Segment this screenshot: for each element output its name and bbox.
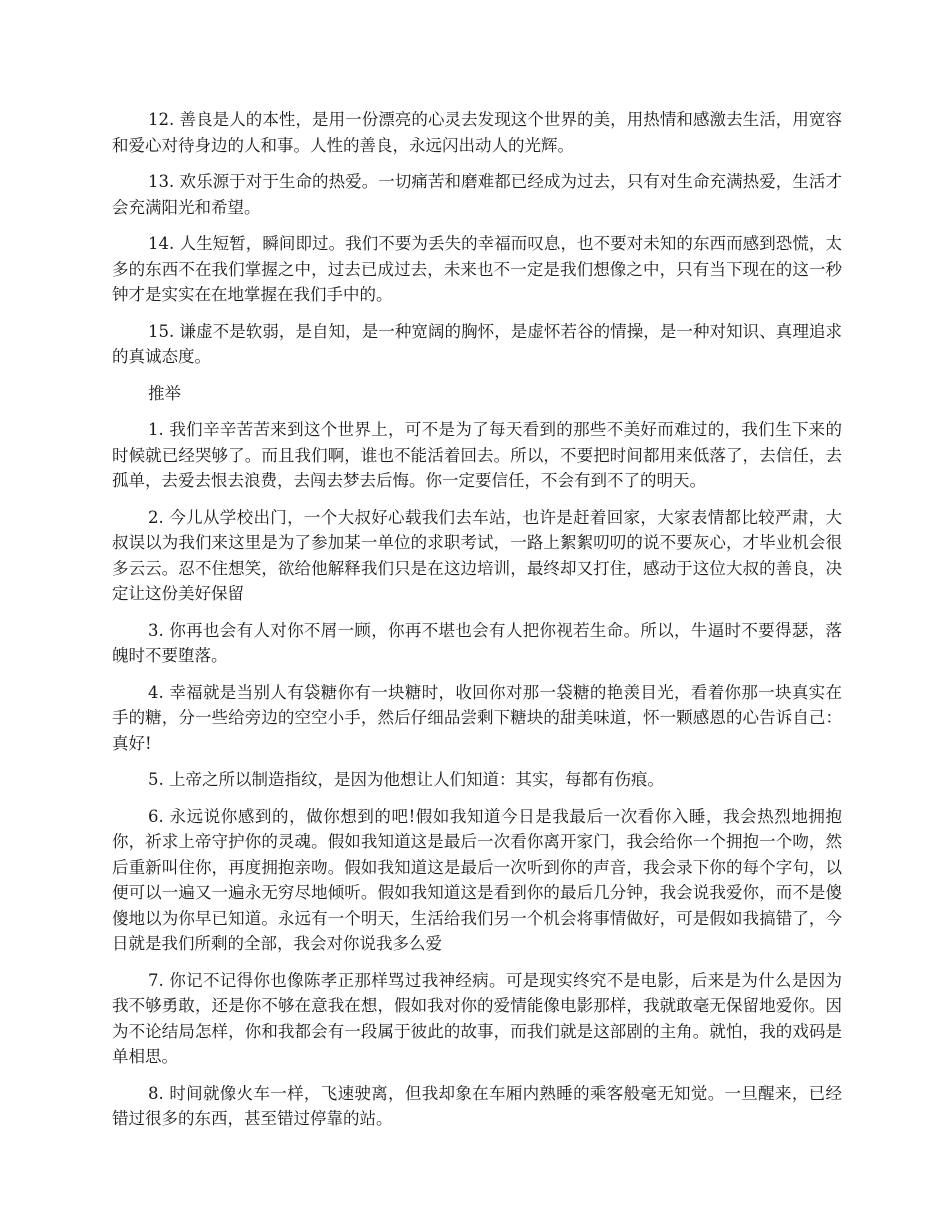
paragraph-15: 15. 谦虚不是软弱，是自知，是一种宽阔的胸怀，是虚怀若谷的情操，是一种对知识、真理追求的真诚态度。 [112, 321, 842, 366]
paragraph-14: 14. 人生短暂，瞬间即过。我们不要为丢失的幸福而叹息，也不要对未知的东西而感到恐慌，太多的东西不在我们掌握之中，过去已成过去，未来也不一定是我们想像之中，只有当下现在的这一秒钟才是实实在在地掌握在我们手中的。 [112, 234, 842, 304]
section-paragraph-2: 2. 今儿从学校出门，一个大叔好心载我们去车站，也许是赶着回家，大家表情都比较严肃，大叔误以为我们来这里是为了参加某一单位的求职考试，一路上絮絮叨叨的说不要灰心，才毕业机会很多云云。忍不住想笑，欲给他解释我们只是在这边培训，最终却又打住，感动于这位大叔的善良，决定让这份美好保留 [112, 507, 842, 603]
section-paragraph-1: 1. 我们辛辛苦苦来到这个世界上，可不是为了每天看到的那些不美好而难过的，我们生下来的时候就已经哭够了。而且我们啊，谁也不能活着回去。所以，不要把时间都用来低落了，去信任，去孤单，去爱去恨去浪费，去闯去梦去后悔。你一定要信任，不会有到不了的明天。 [112, 420, 842, 490]
paragraph-12: 12. 善良是人的本性，是用一份漂亮的心灵去发现这个世界的美，用热情和感激去生活，用宽容和爱心对待身边的人和事。人性的善良，永远闪出动人的光辉。 [112, 110, 842, 155]
section-paragraph-5: 5. 上帝之所以制造指纹，是因为他想让人们知道：其实，每都有伤痕。 [148, 770, 664, 789]
section-paragraph-6: 6. 永远说你感到的，做你想到的吧!假如我知道今日是我最后一次看你入睡，我会热烈地拥抱你，祈求上帝守护你的灵魂。假如我知道这是最后一次看你离开家门，我会给你一个拥抱一个吻，然后重新叫住你，再度拥抱亲吻。假如我知道这是最后一次听到你的声音，我会录下你的每个字句，以便可以一遍又一遍永无穷尽地倾听。假如我知道这是看到你的最后几分钟，我会说我爱你，而不是傻傻地以为你早已知道。永远有一个明天，生活给我们另一个机会将事情做好，可是假如我搞错了，今日就是我们所剩的全部，我会对你说我多么爱 [112, 806, 842, 953]
section-paragraph-8: 8. 时间就像火车一样，飞速驶离，但我却象在车厢内熟睡的乘客般毫无知觉。一旦醒来，已经错过很多的东西，甚至错过停靠的站。 [112, 1083, 842, 1128]
paragraph-13: 13. 欢乐源于对于生命的热爱。一切痛苦和磨难都已经成为过去，只有对生命充满热爱，生活才会充满阳光和希望。 [112, 172, 842, 217]
document-body [112, 107, 842, 1143]
section-paragraph-3: 3. 你再也会有人对你不屑一顾，你再不堪也会有人把你视若生命。所以，牛逼时不要得瑟，落魄时不要堕落。 [112, 620, 842, 665]
section-paragraph-4: 4. 幸福就是当别人有袋糖你有一块糖时，收回你对那一袋糖的艳羡目光，看着你那一块真实在手的糖，分一些给旁边的空空小手，然后仔细品尝剩下糖块的甜美味道，怀一颗感恩的心告诉自己：真好! [112, 682, 842, 753]
section-paragraph-7: 7. 你记不记得你也像陈孝正那样骂过我神经病。可是现实终究不是电影，后来是为什么是因为我不够勇敢，还是你不够在意我在想，假如我对你的爱情能像电影那样，我就敢毫无保留地爱你。因为不论结局怎样，你和我都会有一段属于彼此的故事，而我们就是这部剧的主角。就怕，我的戏码是单相思。 [112, 970, 842, 1066]
section-heading: 推举 [148, 383, 181, 403]
